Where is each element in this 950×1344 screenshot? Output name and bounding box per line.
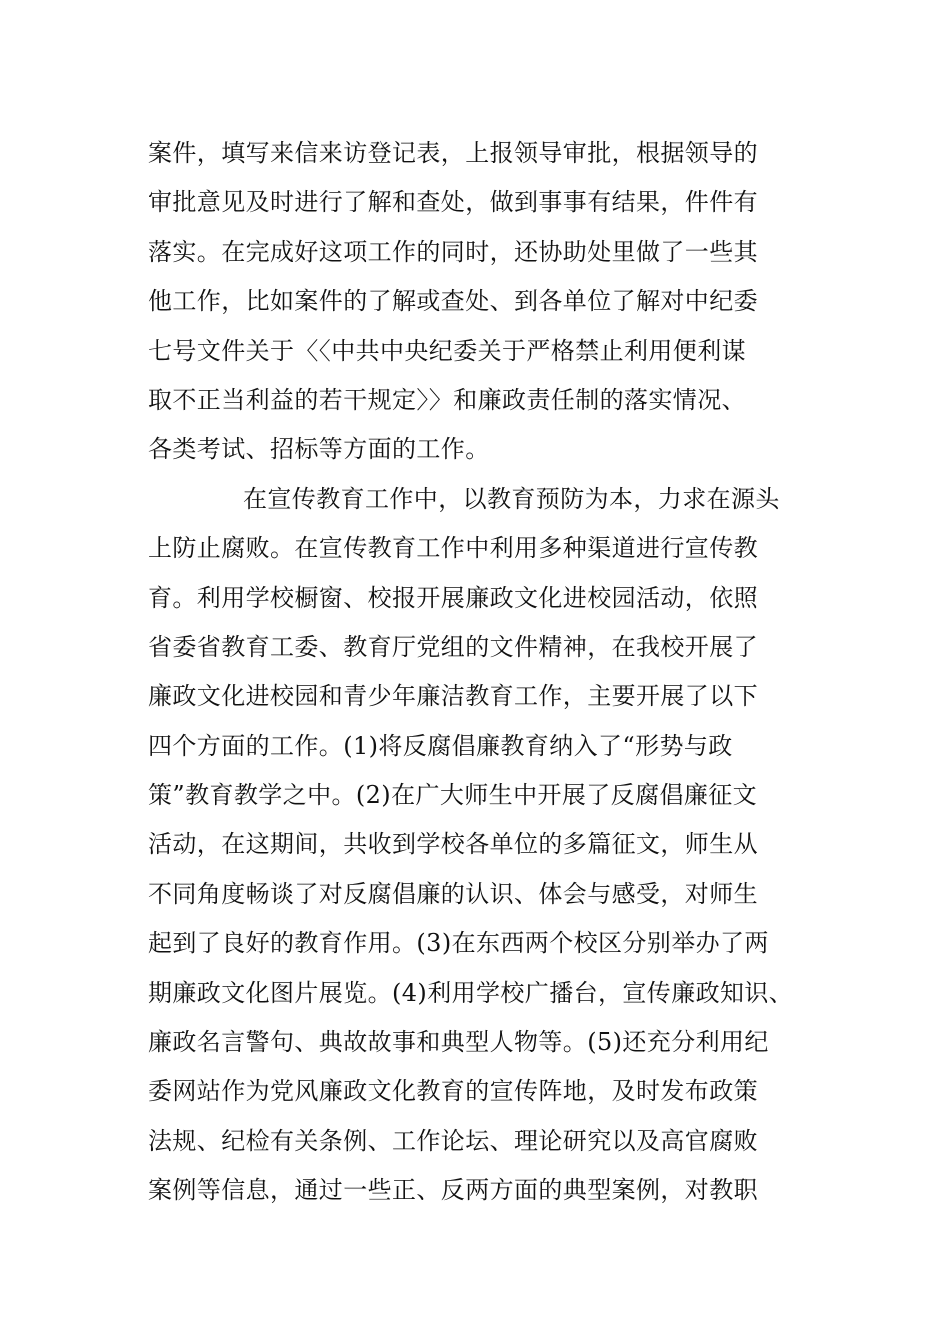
paragraph-1 bbox=[148, 129, 828, 475]
text-line: 七号文件关于〈〈中共中央纪委关于严格禁止利用便利谋 bbox=[148, 336, 746, 365]
text-line: 审批意见及时进行了解和查处，做到事事有结果，件件有 bbox=[148, 188, 758, 217]
text-line: 活动，在这期间，共收到学校各单位的多篇征文，师生从 bbox=[148, 830, 758, 859]
text-line: 他工作，比如案件的了解或查处、到各单位了解对中纪委 bbox=[148, 287, 758, 316]
text-line: 案例等信息，通过一些正、反两方面的典型案例，对教职 bbox=[148, 1176, 758, 1205]
paragraph-2 bbox=[148, 475, 828, 1216]
text-line: 落实。在完成好这项工作的同时，还协助处里做了一些其 bbox=[148, 237, 758, 266]
text-line: 起到了良好的教育作用。(3)在东西两个校区分别举办了两 bbox=[148, 929, 769, 958]
text-line: 育。利用学校橱窗、校报开展廉政文化进校园活动，依照 bbox=[148, 583, 758, 612]
text-line: 上防止腐败。在宣传教育工作中利用多种渠道进行宣传教 bbox=[148, 534, 758, 563]
text-line: 廉政名言警句、典故故事和典型人物等。(5)还充分利用纪 bbox=[148, 1028, 769, 1057]
text-line: 策”教育教学之中。(2)在广大师生中开展了反腐倡廉征文 bbox=[148, 781, 758, 810]
text-line: 省委省教育工委、教育厅党组的文件精神，在我校开展了 bbox=[148, 632, 758, 661]
body-text bbox=[148, 129, 828, 1216]
text-line: 不同角度畅谈了对反腐倡廉的认识、体会与感受，对师生 bbox=[148, 879, 758, 908]
text-line: 在宣传教育工作中，以教育预防为本，力求在源头 bbox=[243, 484, 780, 513]
text-line: 期廉政文化图片展览。(4)利用学校广播台，宣传廉政知识、 bbox=[148, 978, 794, 1007]
text-line: 廉政文化进校园和青少年廉洁教育工作，主要开展了以下 bbox=[148, 682, 758, 711]
text-line: 法规、纪检有关条例、工作论坛、理论研究以及高官腐败 bbox=[148, 1126, 758, 1155]
text-line: 委网站作为党风廉政文化教育的宣传阵地，及时发布政策 bbox=[148, 1077, 758, 1106]
text-line: 案件，填写来信来访登记表，上报领导审批，根据领导的 bbox=[148, 139, 758, 167]
text-line: 各类考试、招标等方面的工作。 bbox=[148, 435, 490, 464]
text-line: 四个方面的工作。(1)将反腐倡廉教育纳入了“形势与政 bbox=[148, 731, 733, 760]
text-line: 取不正当利益的若干规定〉〉和廉政责任制的落实情况、 bbox=[148, 385, 746, 414]
